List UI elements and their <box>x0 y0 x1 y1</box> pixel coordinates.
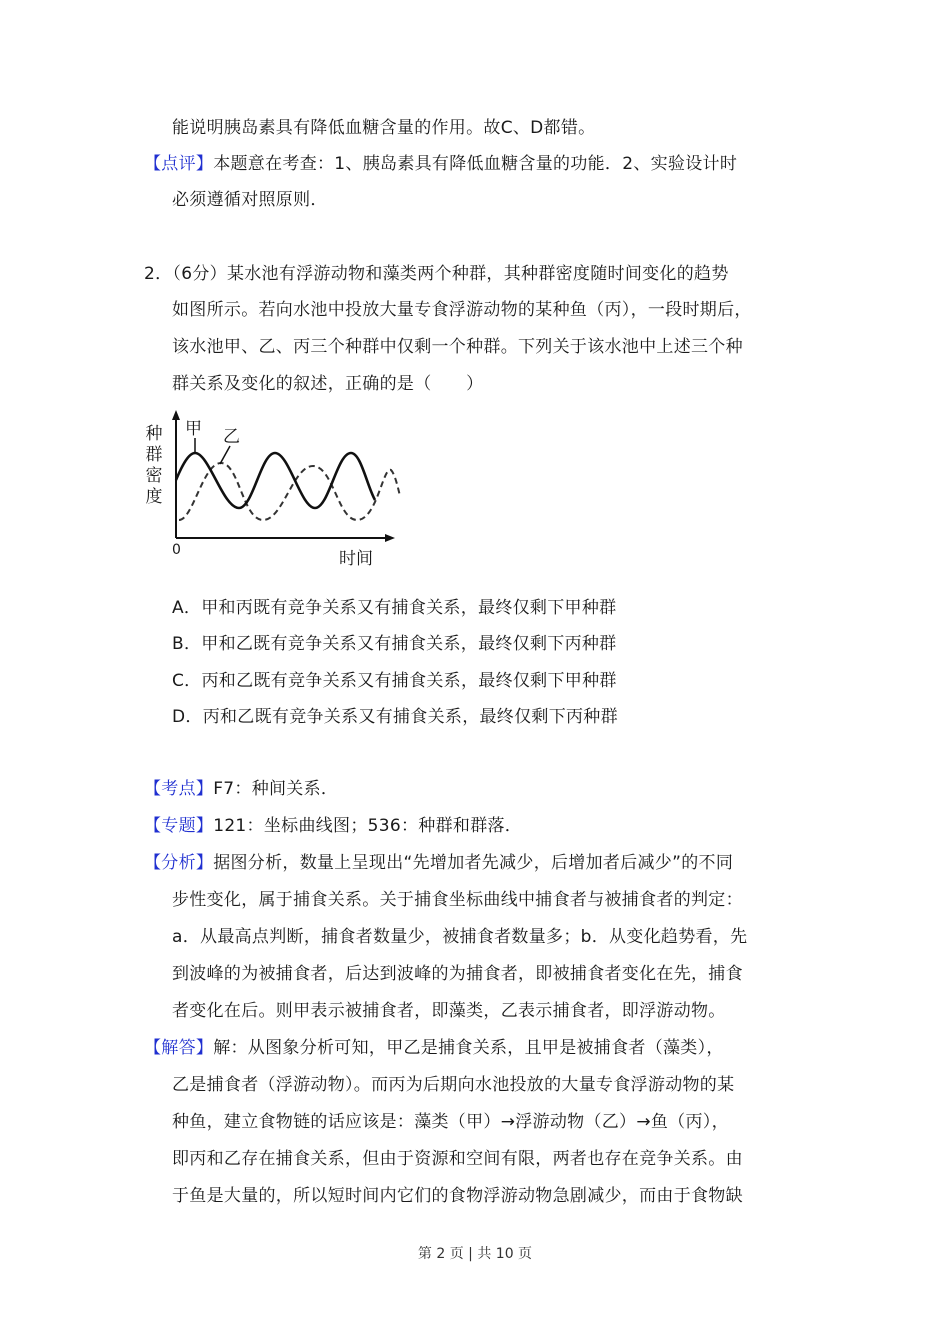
page-footer: 第 2 页 | 共 10 页 <box>417 1246 533 1262</box>
series-yi-label: 乙 <box>223 427 240 447</box>
series-jia-line <box>176 453 375 508</box>
option-a[interactable] <box>172 596 616 620</box>
question-stem-line-3: 该水池甲、乙、丙三个种群中仅剩一个种群。下列关于该水池中上述三个种 <box>172 337 743 357</box>
jieda-line-4: 即丙和乙存在捕食关系，但由于资源和空间有限，两者也存在竞争关系。由 <box>172 1149 743 1169</box>
fenxi-line-5: 者变化在后。则甲表示被捕食者，即藻类，乙表示捕食者，即浮游动物。 <box>172 1001 726 1021</box>
zhuanti-tag: 【专题】 <box>144 816 214 836</box>
origin-label: 0 <box>172 542 181 558</box>
option-c[interactable] <box>172 669 617 693</box>
question-number: 2． <box>144 264 173 284</box>
series-jia-label: 甲 <box>185 419 202 439</box>
option-d-text: 丙和乙既有竞争关系又有捕食关系，最终仅剩下丙种群 <box>202 707 618 727</box>
fenxi-line-2: 步性变化，属于捕食关系。关于捕食坐标曲线中捕食者与被捕食者的判定： <box>172 890 743 910</box>
option-b-text: 甲和乙既有竞争关系又有捕食关系，最终仅剩下丙种群 <box>201 634 617 654</box>
x-axis-arrow-icon <box>385 534 395 542</box>
comment-text: 本题意在考查：1、胰岛素具有降低血糖含量的功能．2、实验设计时 <box>213 154 738 174</box>
fenxi-line-4: 到波峰的为被捕食者，后达到波峰的为捕食者，即被捕食者变化在先，捕食 <box>172 964 743 984</box>
fenxi-text: 据图分析，数量上呈现出“先增加者先减少，后增加者后减少”的不同 <box>213 853 734 873</box>
kaodian-text: F7：种间关系． <box>213 779 339 799</box>
population-density-chart <box>143 408 403 568</box>
fenxi-line-1 <box>144 851 733 875</box>
option-d-label: D． <box>172 707 203 727</box>
option-c-text: 丙和乙既有竞争关系又有捕食关系，最终仅剩下甲种群 <box>201 671 617 691</box>
y-axis-label: 种群密度 <box>145 424 163 507</box>
prev-answer-line: 能说明胰岛素具有降低血糖含量的作用。故C、D都错。 <box>172 118 596 138</box>
option-c-label: C． <box>172 671 202 691</box>
y-axis-arrow-icon <box>172 410 180 420</box>
jieda-line-1 <box>144 1036 724 1060</box>
fenxi-line-3: a．从最高点判断，捕食者数量少，被捕食者数量多；b．从变化趋势看，先 <box>172 927 748 947</box>
comment-tag: 【点评】 <box>144 154 214 174</box>
option-a-label: A． <box>172 598 202 618</box>
fenxi-tag: 【分析】 <box>144 853 214 873</box>
option-a-text: 甲和丙既有竞争关系又有捕食关系，最终仅剩下甲种群 <box>201 598 617 618</box>
jieda-tag: 【解答】 <box>144 1038 214 1058</box>
kaodian-tag: 【考点】 <box>144 779 214 799</box>
question-stem-line-4: 群关系及变化的叙述，正确的是（ ） <box>172 374 484 394</box>
jieda-line-2: 乙是捕食者（浮游动物）。而丙为后期向水池投放的大量专食浮游动物的某 <box>172 1075 735 1095</box>
comment-line-1 <box>144 152 737 176</box>
comment-line-2: 必须遵循对照原则． <box>172 190 328 210</box>
jieda-line-5: 于鱼是大量的，所以短时间内它们的食物浮游动物急剧减少，而由于食物缺 <box>172 1186 743 1206</box>
zhuanti-line <box>144 814 522 838</box>
x-axis-label: 时间 <box>339 549 373 569</box>
question-stem-text: （6分）某水池有浮游动物和藻类两个种群，其种群密度随时间变化的趋势 <box>172 264 729 284</box>
option-d[interactable] <box>172 705 618 729</box>
question-stem-line-2: 如图所示。若向水池中投放大量专食浮游动物的某种鱼（丙），一段时期后， <box>172 300 752 320</box>
option-b[interactable] <box>172 632 616 656</box>
zhuanti-text: 121：坐标曲线图；536：种群和群落． <box>213 816 523 836</box>
option-b-label: B． <box>172 634 202 654</box>
question-stem-line-1 <box>144 262 729 286</box>
kaodian-line <box>144 777 338 801</box>
jieda-line-3: 种鱼，建立食物链的话应该是：藻类（甲）→浮游动物（乙）→鱼（丙）， <box>172 1112 729 1132</box>
jieda-text: 解：从图象分析可知，甲乙是捕食关系，且甲是被捕食者（藻类）， <box>213 1038 724 1058</box>
